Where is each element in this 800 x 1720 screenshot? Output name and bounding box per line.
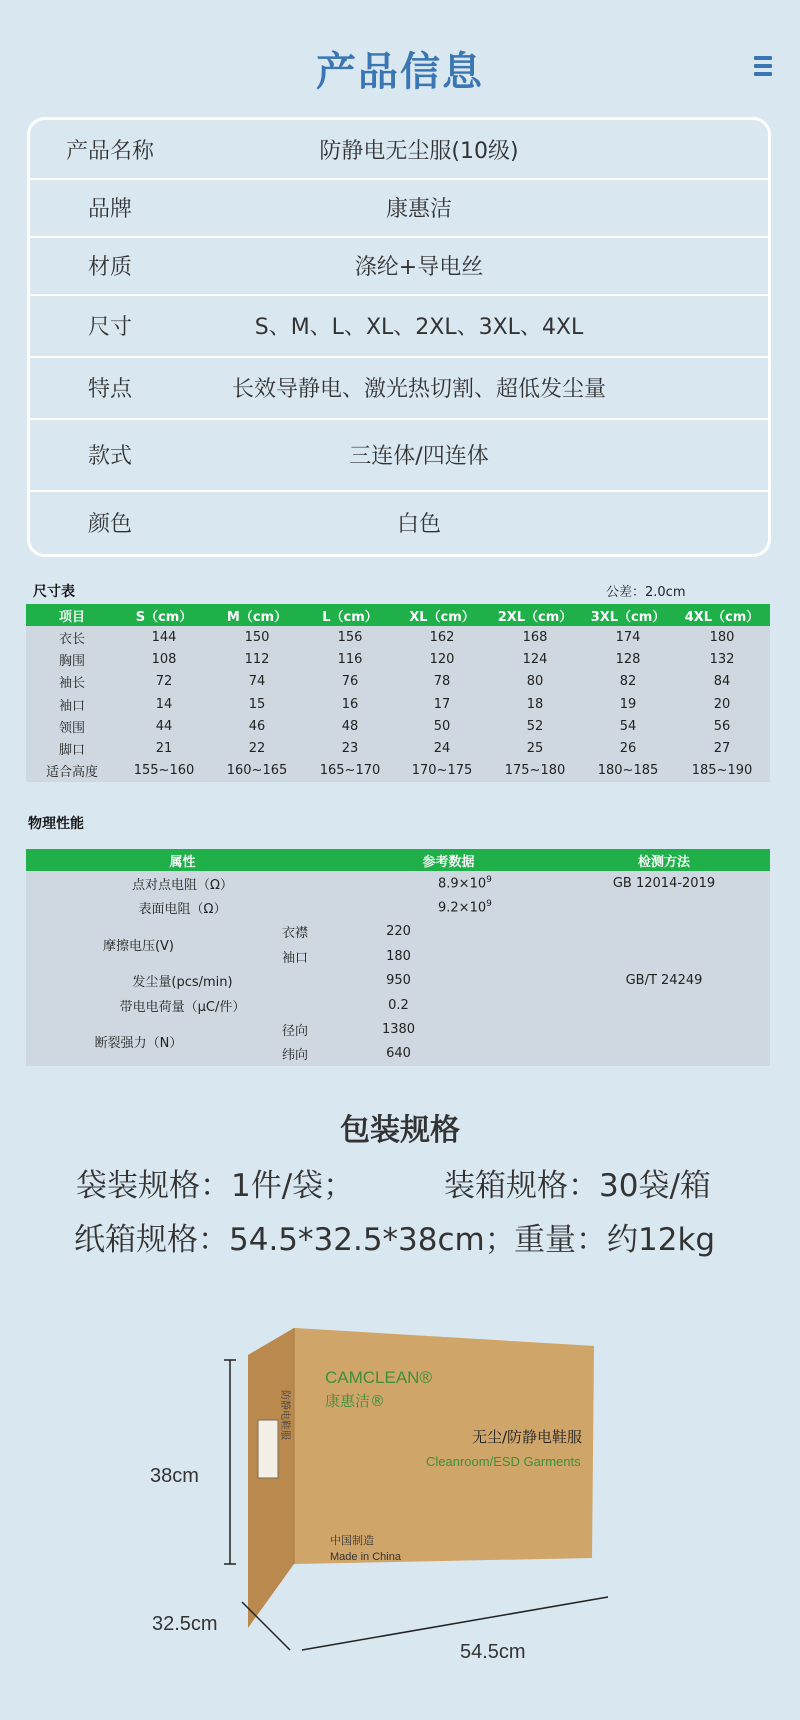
size-cell: 108: [118, 648, 210, 670]
size-table-header: [26, 604, 770, 626]
size-row-label: 袖口: [26, 693, 118, 715]
box-front: [294, 1328, 594, 1564]
table-row: [26, 626, 770, 648]
size-row-label: 胸围: [26, 648, 118, 670]
size-row-label: 领围: [26, 715, 118, 737]
size-table-title: 尺寸表: [33, 584, 75, 600]
size-header-cell: L（cm）: [304, 604, 396, 626]
size-cell: 162: [396, 626, 488, 648]
info-value: S、M、L、XL、2XL、3XL、4XL: [254, 314, 584, 340]
size-cell: 24: [396, 737, 488, 759]
size-cell: 144: [118, 626, 210, 648]
packaging-title: 包装规格: [340, 1113, 460, 1148]
info-value: 防静电无尘服(10级): [319, 138, 519, 164]
phys-method: GB 12014-2019: [558, 871, 770, 895]
phys-prop: 断裂强力（N）: [26, 1017, 251, 1066]
bag-spec: 袋装规格：1件/袋；: [76, 1168, 355, 1204]
size-cell: 180: [674, 626, 770, 648]
size-cell: 56: [674, 715, 770, 737]
box-brand-en: CAMCLEAN®: [325, 1368, 432, 1387]
carton-size-spec: 纸箱规格：54.5*32.5*38cm；: [74, 1222, 516, 1258]
size-header-cell: 项目: [26, 604, 118, 626]
size-header-cell: S（cm）: [118, 604, 210, 626]
info-label: 颜色: [87, 511, 132, 537]
size-cell: 175~180: [488, 760, 582, 782]
phys-prop: 带电电荷量（μC/件）: [26, 993, 339, 1017]
size-cell: 124: [488, 648, 582, 670]
size-header-cell: 3XL（cm）: [582, 604, 674, 626]
size-cell: 78: [396, 671, 488, 693]
info-row-style: [30, 418, 768, 492]
phys-method: GB/T 24249: [558, 969, 770, 993]
info-label: 款式: [87, 443, 132, 469]
phys-subprop: 径向: [251, 1017, 339, 1041]
size-header-cell: XL（cm）: [396, 604, 488, 626]
size-row-label: 脚口: [26, 737, 118, 759]
size-row-label: 袖长: [26, 671, 118, 693]
size-row-label: 衣长: [26, 626, 118, 648]
phys-subprop: 袖口: [251, 944, 339, 968]
size-cell: 185~190: [674, 760, 770, 782]
size-cell: 54: [582, 715, 674, 737]
phys-subprop: 纬向: [251, 1042, 339, 1066]
size-cell: 20: [674, 693, 770, 715]
product-info-card: [27, 117, 771, 557]
size-cell: 156: [304, 626, 396, 648]
size-cell: 150: [210, 626, 304, 648]
size-cell: 180~185: [582, 760, 674, 782]
size-cell: 132: [674, 648, 770, 670]
size-cell: 116: [304, 648, 396, 670]
phys-value: 180: [339, 944, 558, 968]
phys-value: 0.2: [339, 993, 558, 1017]
size-cell: 22: [210, 737, 304, 759]
size-header-cell: M（cm）: [210, 604, 304, 626]
size-cell: 72: [118, 671, 210, 693]
size-cell: 160~165: [210, 760, 304, 782]
size-cell: 76: [304, 671, 396, 693]
size-header-cell: 4XL（cm）: [674, 604, 770, 626]
size-cell: 14: [118, 693, 210, 715]
physical-table-header: [26, 849, 770, 871]
info-label: 品牌: [87, 196, 132, 222]
size-cell: 128: [582, 648, 674, 670]
info-label: 尺寸: [87, 314, 132, 340]
info-label: 特点: [87, 376, 132, 402]
size-cell: 174: [582, 626, 674, 648]
size-cell: 25: [488, 737, 582, 759]
table-row: [26, 993, 770, 1017]
menu-icon[interactable]: [754, 56, 772, 76]
phys-value: 220: [339, 920, 558, 944]
info-label: 材质: [87, 254, 132, 280]
table-row: [26, 737, 770, 759]
phys-header-cell: 参考数据: [339, 849, 558, 871]
size-header-cell: 2XL（cm）: [488, 604, 582, 626]
table-row: [26, 671, 770, 693]
size-cell: 15: [210, 693, 304, 715]
box-product-en: Cleanroom/ESD Garments: [426, 1454, 581, 1469]
weight-spec: 重量：约12kg: [514, 1222, 716, 1258]
box-height-label: 38cm: [150, 1465, 199, 1487]
info-value: 长效导静电、激光热切割、超低发尘量: [231, 376, 606, 402]
size-cell: 19: [582, 693, 674, 715]
size-cell: 44: [118, 715, 210, 737]
size-cell: 80: [488, 671, 582, 693]
phys-value: 640: [339, 1042, 558, 1066]
size-cell: 74: [210, 671, 304, 693]
tolerance-note: 公差：2.0cm: [606, 585, 686, 600]
phys-value: 1380: [339, 1017, 558, 1041]
info-value: 三连体/四连体: [349, 443, 489, 469]
size-cell: 50: [396, 715, 488, 737]
phys-header-cell: 属性: [26, 849, 339, 871]
size-cell: 168: [488, 626, 582, 648]
box-made-en: Made in China: [330, 1551, 401, 1563]
size-cell: 23: [304, 737, 396, 759]
size-table: [26, 604, 770, 782]
box-product-cn: 无尘/防静电鞋服: [472, 1428, 583, 1446]
info-row-material: [30, 236, 768, 296]
phys-value: $9.2\times 10^9$: [438, 895, 558, 919]
info-value: 白色: [396, 511, 441, 537]
table-row: [26, 760, 770, 782]
physical-table: [26, 849, 770, 1066]
size-row-label: 适合高度: [26, 760, 118, 782]
info-label: 产品名称: [65, 138, 154, 164]
phys-subprop: 衣襟: [251, 920, 339, 944]
size-cell: 52: [488, 715, 582, 737]
phys-value: 950: [339, 969, 558, 993]
carton-box-image: [130, 1320, 630, 1660]
size-cell: 17: [396, 693, 488, 715]
table-row: [26, 895, 770, 919]
info-value: 涤纶+导电丝: [354, 254, 484, 280]
phys-prop: 摩擦电压(V): [26, 920, 251, 969]
box-width-label: 54.5cm: [460, 1641, 526, 1660]
svg-text:防静电鞋服: 防静电鞋服: [279, 1390, 290, 1440]
size-cell: 120: [396, 648, 488, 670]
page-title: 产品信息: [316, 49, 484, 95]
table-row: [26, 693, 770, 715]
info-row-brand: [30, 178, 768, 238]
size-cell: 48: [304, 715, 396, 737]
info-row-name: [30, 120, 768, 180]
phys-header-cell: 检测方法: [558, 849, 770, 871]
size-cell: 112: [210, 648, 304, 670]
size-cell: 84: [674, 671, 770, 693]
size-cell: 26: [582, 737, 674, 759]
size-cell: 27: [674, 737, 770, 759]
carton-qty-spec: 装箱规格：30袋/箱: [444, 1168, 711, 1204]
box-made-cn: 中国制造: [330, 1534, 374, 1547]
table-row: [26, 648, 770, 670]
phys-value: $8.9\times 10^9$: [438, 871, 558, 895]
table-row: [26, 1017, 770, 1041]
table-row: [26, 871, 770, 895]
size-cell: 18: [488, 693, 582, 715]
size-cell: 165~170: [304, 760, 396, 782]
box-depth-label: 32.5cm: [152, 1613, 218, 1635]
physical-title: 物理性能: [28, 816, 84, 832]
size-cell: 82: [582, 671, 674, 693]
info-value: 康惠洁: [385, 196, 452, 222]
size-cell: 16: [304, 693, 396, 715]
phys-prop: 点对点电阻（Ω）: [26, 871, 339, 895]
size-cell: 170~175: [396, 760, 488, 782]
phys-prop: 发尘量(pcs/min): [26, 969, 339, 993]
table-row: [26, 969, 770, 993]
size-cell: 46: [210, 715, 304, 737]
phys-prop: 表面电阻（Ω）: [26, 895, 339, 919]
size-cell: 21: [118, 737, 210, 759]
info-row-features: [30, 356, 768, 420]
table-row: [26, 715, 770, 737]
table-row: [26, 920, 770, 944]
info-row-size: [30, 294, 768, 358]
info-row-color: [30, 490, 768, 554]
box-brand-cn: 康惠洁®: [325, 1392, 386, 1410]
size-cell: 155~160: [118, 760, 210, 782]
